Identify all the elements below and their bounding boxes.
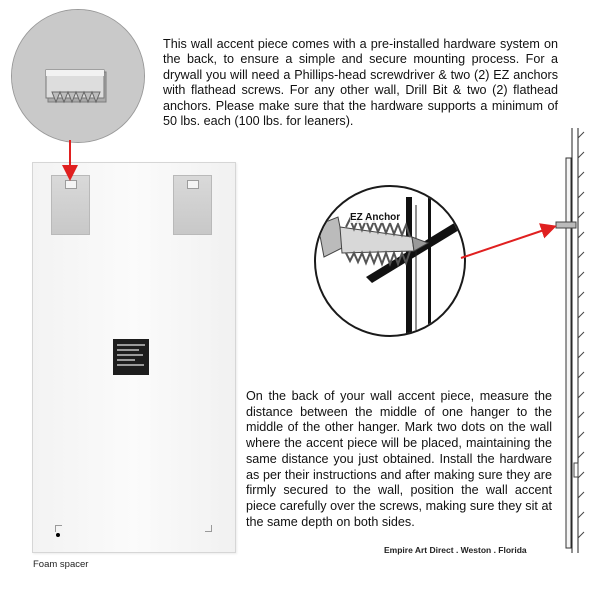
hanger-zoom-circle (11, 9, 145, 143)
sawtooth-hanger-icon (12, 10, 144, 142)
ez-anchor-screw-icon (316, 187, 464, 335)
left-hanger-hook (65, 180, 77, 189)
foam-spacer-right (205, 525, 212, 532)
install-instructions-paragraph: On the back of your wall accent piece, measure the distance between the middle of one hanger to the middle of the other hanger. Mark two dots on the wall where the accent piece will be placed, maintaining the same distance you just obtained. Install the hardware as per their instructions and after making sure they are firmly secured to the wall, position the wall accent piece carefully over the screws, making sure they sit at the same depth on both sides. (246, 389, 552, 529)
anchor-zoom-circle (314, 185, 466, 337)
intro-paragraph: This wall accent piece comes with a pre-installed hardware system on the back, to ensure a simple and secure mounting process. For a drywall you will need a Phillips-head screwdriver & two (2) EZ anchors with flathead screws. For any other wall, Drill Bit & two (2) flathead anchors. Please make sure that the hardware supports a minimum of 50 lbs. each (100 lbs. for leaners). (163, 37, 558, 129)
ez-anchor-label: EZ Anchor (350, 212, 401, 223)
brand-footer: Empire Art Direct . Weston . Florida (384, 545, 527, 555)
panel-back-view (32, 162, 236, 553)
right-hanger-plate (173, 175, 212, 235)
foam-spacer-label: Foam spacer (33, 559, 89, 570)
left-hanger-plate (51, 175, 90, 235)
right-hanger-hook (187, 180, 199, 189)
foam-spacer-left (55, 525, 62, 532)
foam-spacer-marker (56, 533, 60, 537)
hardware-label-sticker (113, 339, 149, 375)
